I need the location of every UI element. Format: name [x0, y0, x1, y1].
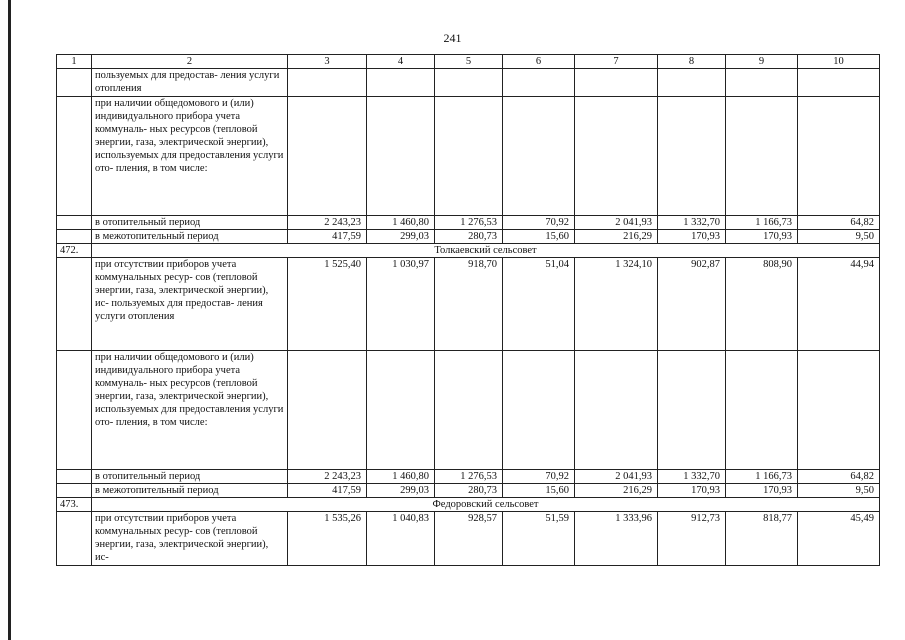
row-description: при отсутствии приборов учета коммунальных ресур- сов (тепловой энергии, газа, электрической энергии), ис-	[92, 512, 288, 566]
value-cell: 1 030,97	[367, 258, 435, 351]
value-cell: 170,93	[658, 484, 726, 498]
value-cell: 417,59	[288, 484, 367, 498]
col-header: 6	[503, 55, 575, 69]
value-cell: 216,29	[575, 230, 658, 244]
row-description: пользуемых для предостав- ления услуги отопления	[92, 69, 288, 97]
value-cell: 44,94	[798, 258, 880, 351]
table-row	[57, 216, 880, 230]
value-cell: 170,93	[726, 484, 798, 498]
value-cell: 912,73	[658, 512, 726, 566]
tariff-table	[56, 54, 880, 566]
value-cell: 2 243,23	[288, 470, 367, 484]
table-row	[57, 230, 880, 244]
section-title: Толкаевский сельсовет	[92, 244, 880, 258]
col-header: 10	[798, 55, 880, 69]
value-cell: 299,03	[367, 484, 435, 498]
value-cell: 70,92	[503, 216, 575, 230]
col-header: 1	[57, 55, 92, 69]
row-label: в отопительный период	[92, 470, 288, 484]
value-cell: 2 041,93	[575, 470, 658, 484]
col-header: 4	[367, 55, 435, 69]
section-row	[57, 498, 880, 512]
value-cell: 170,93	[658, 230, 726, 244]
value-cell: 1 333,96	[575, 512, 658, 566]
value-cell: 1 324,10	[575, 258, 658, 351]
value-cell: 9,50	[798, 484, 880, 498]
value-cell: 1 460,80	[367, 216, 435, 230]
col-header: 9	[726, 55, 798, 69]
section-number: 472.	[57, 244, 92, 258]
value-cell: 1 040,83	[367, 512, 435, 566]
section-number: 473.	[57, 498, 92, 512]
table-row	[57, 351, 880, 470]
table-row	[57, 69, 880, 97]
value-cell: 51,04	[503, 258, 575, 351]
value-cell: 9,50	[798, 230, 880, 244]
value-cell: 299,03	[367, 230, 435, 244]
row-label: в межотопительный период	[92, 230, 288, 244]
value-cell: 2 243,23	[288, 216, 367, 230]
row-description: при наличии общедомового и (или) индивидуального прибора учета коммуналь- ных ресурсов (тепловой энергии, газа, электрической энергии), используемых для предоставления услуги ото- пления, в том числе:	[92, 97, 288, 216]
value-cell: 2 041,93	[575, 216, 658, 230]
col-header: 3	[288, 55, 367, 69]
row-description: при наличии общедомового и (или) индивидуального прибора учета коммуналь- ных ресурсов (тепловой энергии, газа, электрической энергии), используемых для предоставления услуги ото- пления, в том числе:	[92, 351, 288, 470]
row-label: в межотопительный период	[92, 484, 288, 498]
value-cell: 1 166,73	[726, 216, 798, 230]
value-cell: 928,57	[435, 512, 503, 566]
table-row	[57, 484, 880, 498]
value-cell: 15,60	[503, 230, 575, 244]
value-cell: 51,59	[503, 512, 575, 566]
value-cell: 1 276,53	[435, 216, 503, 230]
table-row	[57, 470, 880, 484]
value-cell: 1 276,53	[435, 470, 503, 484]
value-cell: 808,90	[726, 258, 798, 351]
value-cell: 64,82	[798, 216, 880, 230]
value-cell: 1 332,70	[658, 470, 726, 484]
page-binding-edge	[8, 0, 11, 640]
value-cell: 280,73	[435, 484, 503, 498]
value-cell: 70,92	[503, 470, 575, 484]
table-row	[57, 97, 880, 216]
section-title: Федоровский сельсовет	[92, 498, 880, 512]
header-row	[57, 55, 880, 69]
value-cell: 1 535,26	[288, 512, 367, 566]
value-cell: 417,59	[288, 230, 367, 244]
col-header: 5	[435, 55, 503, 69]
table-row	[57, 258, 880, 351]
table-row	[57, 512, 880, 566]
row-label: в отопительный период	[92, 216, 288, 230]
col-header: 2	[92, 55, 288, 69]
value-cell: 216,29	[575, 484, 658, 498]
value-cell: 902,87	[658, 258, 726, 351]
value-cell: 1 460,80	[367, 470, 435, 484]
col-header: 8	[658, 55, 726, 69]
value-cell: 918,70	[435, 258, 503, 351]
value-cell: 1 332,70	[658, 216, 726, 230]
value-cell: 64,82	[798, 470, 880, 484]
value-cell: 1 166,73	[726, 470, 798, 484]
section-row	[57, 244, 880, 258]
value-cell: 280,73	[435, 230, 503, 244]
value-cell: 45,49	[798, 512, 880, 566]
page-number: 241	[443, 31, 462, 45]
col-header: 7	[575, 55, 658, 69]
value-cell: 15,60	[503, 484, 575, 498]
value-cell: 818,77	[726, 512, 798, 566]
value-cell: 1 525,40	[288, 258, 367, 351]
row-description: при отсутствии приборов учета коммунальных ресур- сов (тепловой энергии, газа, электрической энергии), ис- пользуемых для предостав- ления услуги отопления	[92, 258, 288, 351]
value-cell: 170,93	[726, 230, 798, 244]
